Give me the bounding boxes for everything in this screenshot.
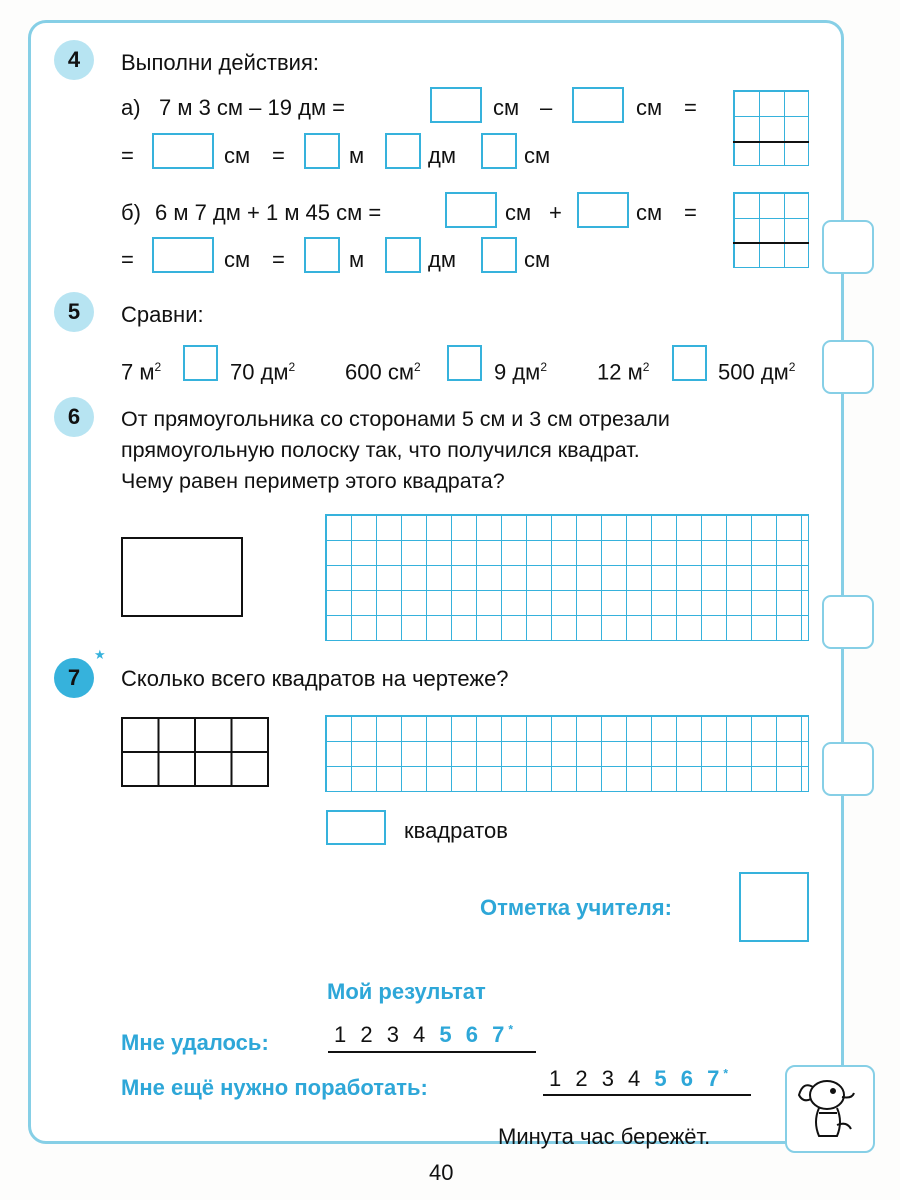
compare-right-value: 70 $дм^2$ (230, 359, 296, 385)
answer-box[interactable] (385, 237, 421, 273)
squares-drawing (121, 717, 270, 787)
task-6-line: прямоугольную полоску так, что получился квадрат. (121, 438, 640, 462)
compare-right-value: 9 $дм^2$ (494, 359, 547, 385)
answer-box[interactable] (152, 133, 214, 169)
compare-sign-box[interactable] (672, 345, 707, 381)
plus-sign: + (549, 200, 562, 225)
unit-cm: см (493, 95, 520, 120)
equals-sign: = (684, 200, 697, 225)
answer-box[interactable] (481, 133, 517, 169)
done-label: Мне удалось: (121, 1030, 269, 1055)
answer-grid[interactable] (733, 192, 809, 268)
side-mark-box[interactable] (822, 340, 874, 394)
result-title: Мой результат (327, 979, 486, 1004)
unit-dm: дм (428, 143, 456, 168)
equals-sign: = (272, 143, 285, 168)
task-5-title: Сравни: (121, 302, 204, 327)
answer-box[interactable] (577, 192, 629, 228)
side-mark-box[interactable] (822, 742, 874, 796)
unit-dm: дм (428, 247, 456, 272)
task-7-question: Сколько всего квадратов на чертеже? (121, 666, 509, 691)
side-mark-box[interactable] (822, 220, 874, 274)
task-4b-label: б) (121, 200, 141, 225)
rectangle-drawing (121, 537, 243, 617)
self-assessment-scale[interactable]: 1 2 3 4 5 6 7* (549, 1066, 733, 1091)
equals-sign: = (272, 247, 285, 272)
self-assessment-scale[interactable]: 1 2 3 4 5 6 7* (334, 1022, 518, 1047)
answer-box[interactable] (304, 237, 340, 273)
task-number-6: 6 (54, 397, 94, 437)
page-number: 40 (429, 1160, 454, 1185)
proverb: Минута час бережёт. (498, 1124, 711, 1149)
task-4a-expression: 7 м 3 см – 19 дм = (159, 95, 346, 120)
task-number-5: 5 (54, 292, 94, 332)
task-4b-expression: 6 м 7 дм + 1 м 45 см = (155, 200, 382, 225)
work-label: Мне ещё нужно поработать: (121, 1075, 428, 1100)
side-mark-box[interactable] (822, 595, 874, 649)
star-icon: ★ (94, 647, 106, 662)
unit-m: м (349, 247, 365, 272)
unit-cm: см (524, 247, 551, 272)
answer-box[interactable] (445, 192, 497, 228)
solution-grid[interactable] (325, 715, 809, 792)
grid-divider-line (733, 242, 809, 244)
answer-box[interactable] (152, 237, 214, 273)
answer-box[interactable] (430, 87, 482, 123)
task-number-4: 4 (54, 40, 94, 80)
minus-sign: – (540, 95, 553, 120)
answer-box[interactable] (481, 237, 517, 273)
unit-cm: см (224, 143, 251, 168)
dog-illustration (785, 1065, 875, 1153)
unit-cm: см (524, 143, 551, 168)
answer-unit-label: квадратов (404, 818, 508, 843)
equals-sign: = (684, 95, 697, 120)
unit-cm: см (224, 247, 251, 272)
grid-divider-line (733, 141, 809, 143)
unit-cm: см (505, 200, 532, 225)
compare-sign-box[interactable] (183, 345, 218, 381)
compare-left-value: 12 $м^2$ (597, 359, 650, 385)
solution-grid[interactable] (325, 514, 809, 641)
compare-left-value: 600 $см^2$ (345, 359, 421, 385)
answer-grid[interactable] (733, 90, 809, 166)
equals-sign: = (121, 143, 134, 168)
compare-sign-box[interactable] (447, 345, 482, 381)
compare-right-value: 500 $дм^2$ (718, 359, 796, 385)
unit-cm: см (636, 200, 663, 225)
task-4-title: Выполни действия: (121, 50, 319, 75)
scale-underline (543, 1094, 751, 1096)
compare-left-value: 7 $м^2$ (121, 359, 162, 385)
answer-box[interactable] (385, 133, 421, 169)
task-6-line: Чему равен периметр этого квадрата? (121, 469, 505, 493)
unit-cm: см (636, 95, 663, 120)
teacher-mark-box[interactable] (739, 872, 809, 942)
task-number-7: 7 (54, 658, 94, 698)
teacher-mark-label: Отметка учителя: (480, 895, 672, 920)
answer-box[interactable] (572, 87, 624, 123)
task-6-line: От прямоугольника со сторонами 5 см и 3 см отрезали (121, 407, 670, 431)
answer-box[interactable] (304, 133, 340, 169)
scale-underline (328, 1051, 536, 1053)
equals-sign: = (121, 247, 134, 272)
answer-box[interactable] (326, 810, 386, 845)
task-4a-label: а) (121, 95, 141, 120)
unit-m: м (349, 143, 365, 168)
